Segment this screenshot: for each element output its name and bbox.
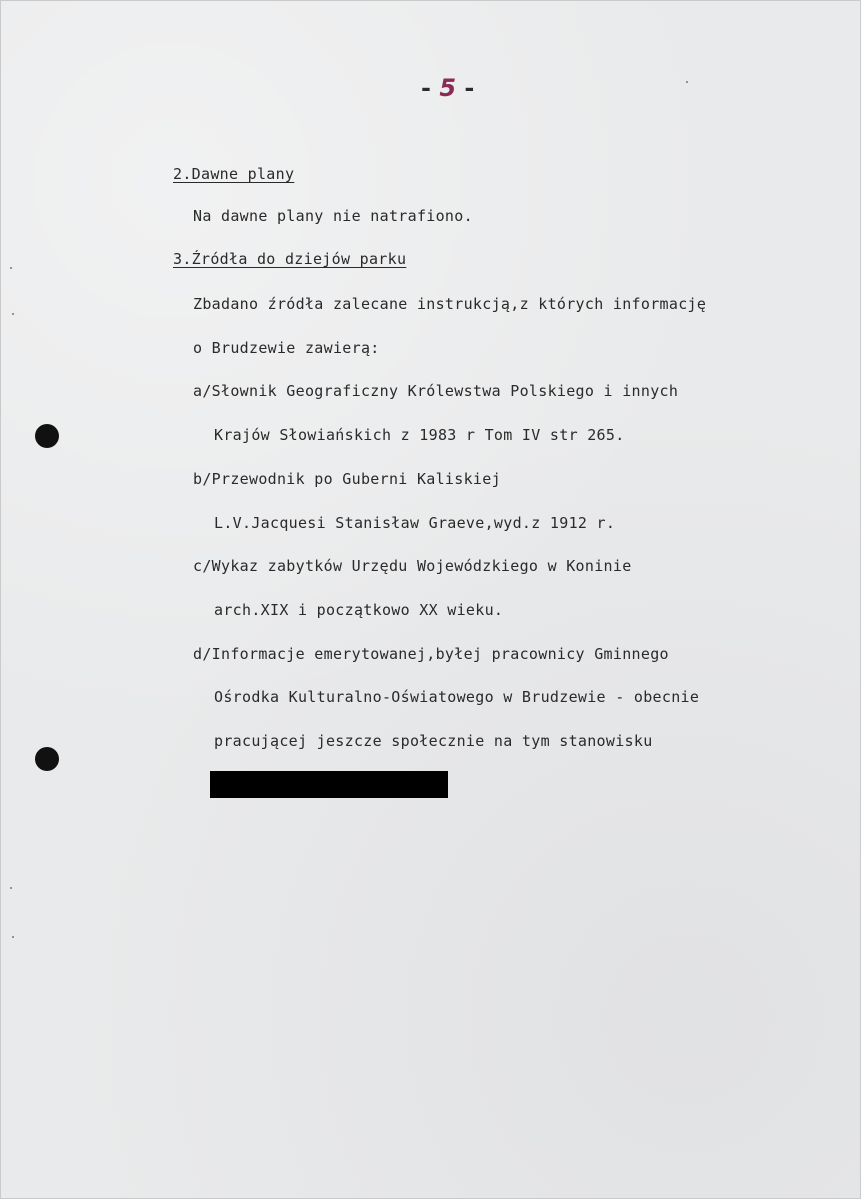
paper-speck [686,81,688,83]
paper-speck [12,936,14,938]
page-number-dash-left: - [421,73,431,102]
page-number-dash-right: - [464,73,475,102]
section-3-intro-line-2: o Brudzewie zawierą: [193,339,380,357]
section-2-heading: 2.Dawne plany [173,165,295,183]
redaction-bar [210,771,448,798]
punch-hole-bottom [35,747,59,771]
source-item-c-line-1: c/Wykaz zabytków Urzędu Wojewódzkiego w Koninie [193,557,632,575]
source-item-d-line-2: Ośrodka Kulturalno-Oświatowego w Brudzewie - obecnie [214,688,700,706]
section-3-heading: 3.Źródła do dziejów parku [173,250,407,268]
source-item-d-line-3: pracującej jeszcze społecznie na tym stanowisku [214,732,653,750]
source-item-c-line-2: arch.XIX i początkowo XX wieku. [214,601,504,619]
paper-speck [10,887,12,889]
page-number [421,73,474,102]
source-item-b-line-2: L.V.Jacquesi Stanisław Graeve,wyd.z 1912 r. [214,514,616,532]
section-3-intro-line-1: Zbadano źródła zalecane instrukcją,z których informację [193,295,707,313]
paper-speck [12,313,14,315]
source-item-d-line-1: d/Informacje emerytowanej,byłej pracownicy Gminnego [193,645,669,663]
source-item-a-line-2: Krajów Słowiańskich z 1983 r Tom IV str 265. [214,426,625,444]
punch-hole-top [35,424,59,448]
source-item-a-line-1: a/Słownik Geograficzny Królewstwa Polskiego i innych [193,382,679,400]
paper-speck [10,267,12,269]
source-item-b-line-1: b/Przewodnik po Guberni Kaliskiej [193,470,501,488]
page-number-value: 5 [439,74,457,102]
section-2-text: Na dawne plany nie natrafiono. [193,207,473,225]
